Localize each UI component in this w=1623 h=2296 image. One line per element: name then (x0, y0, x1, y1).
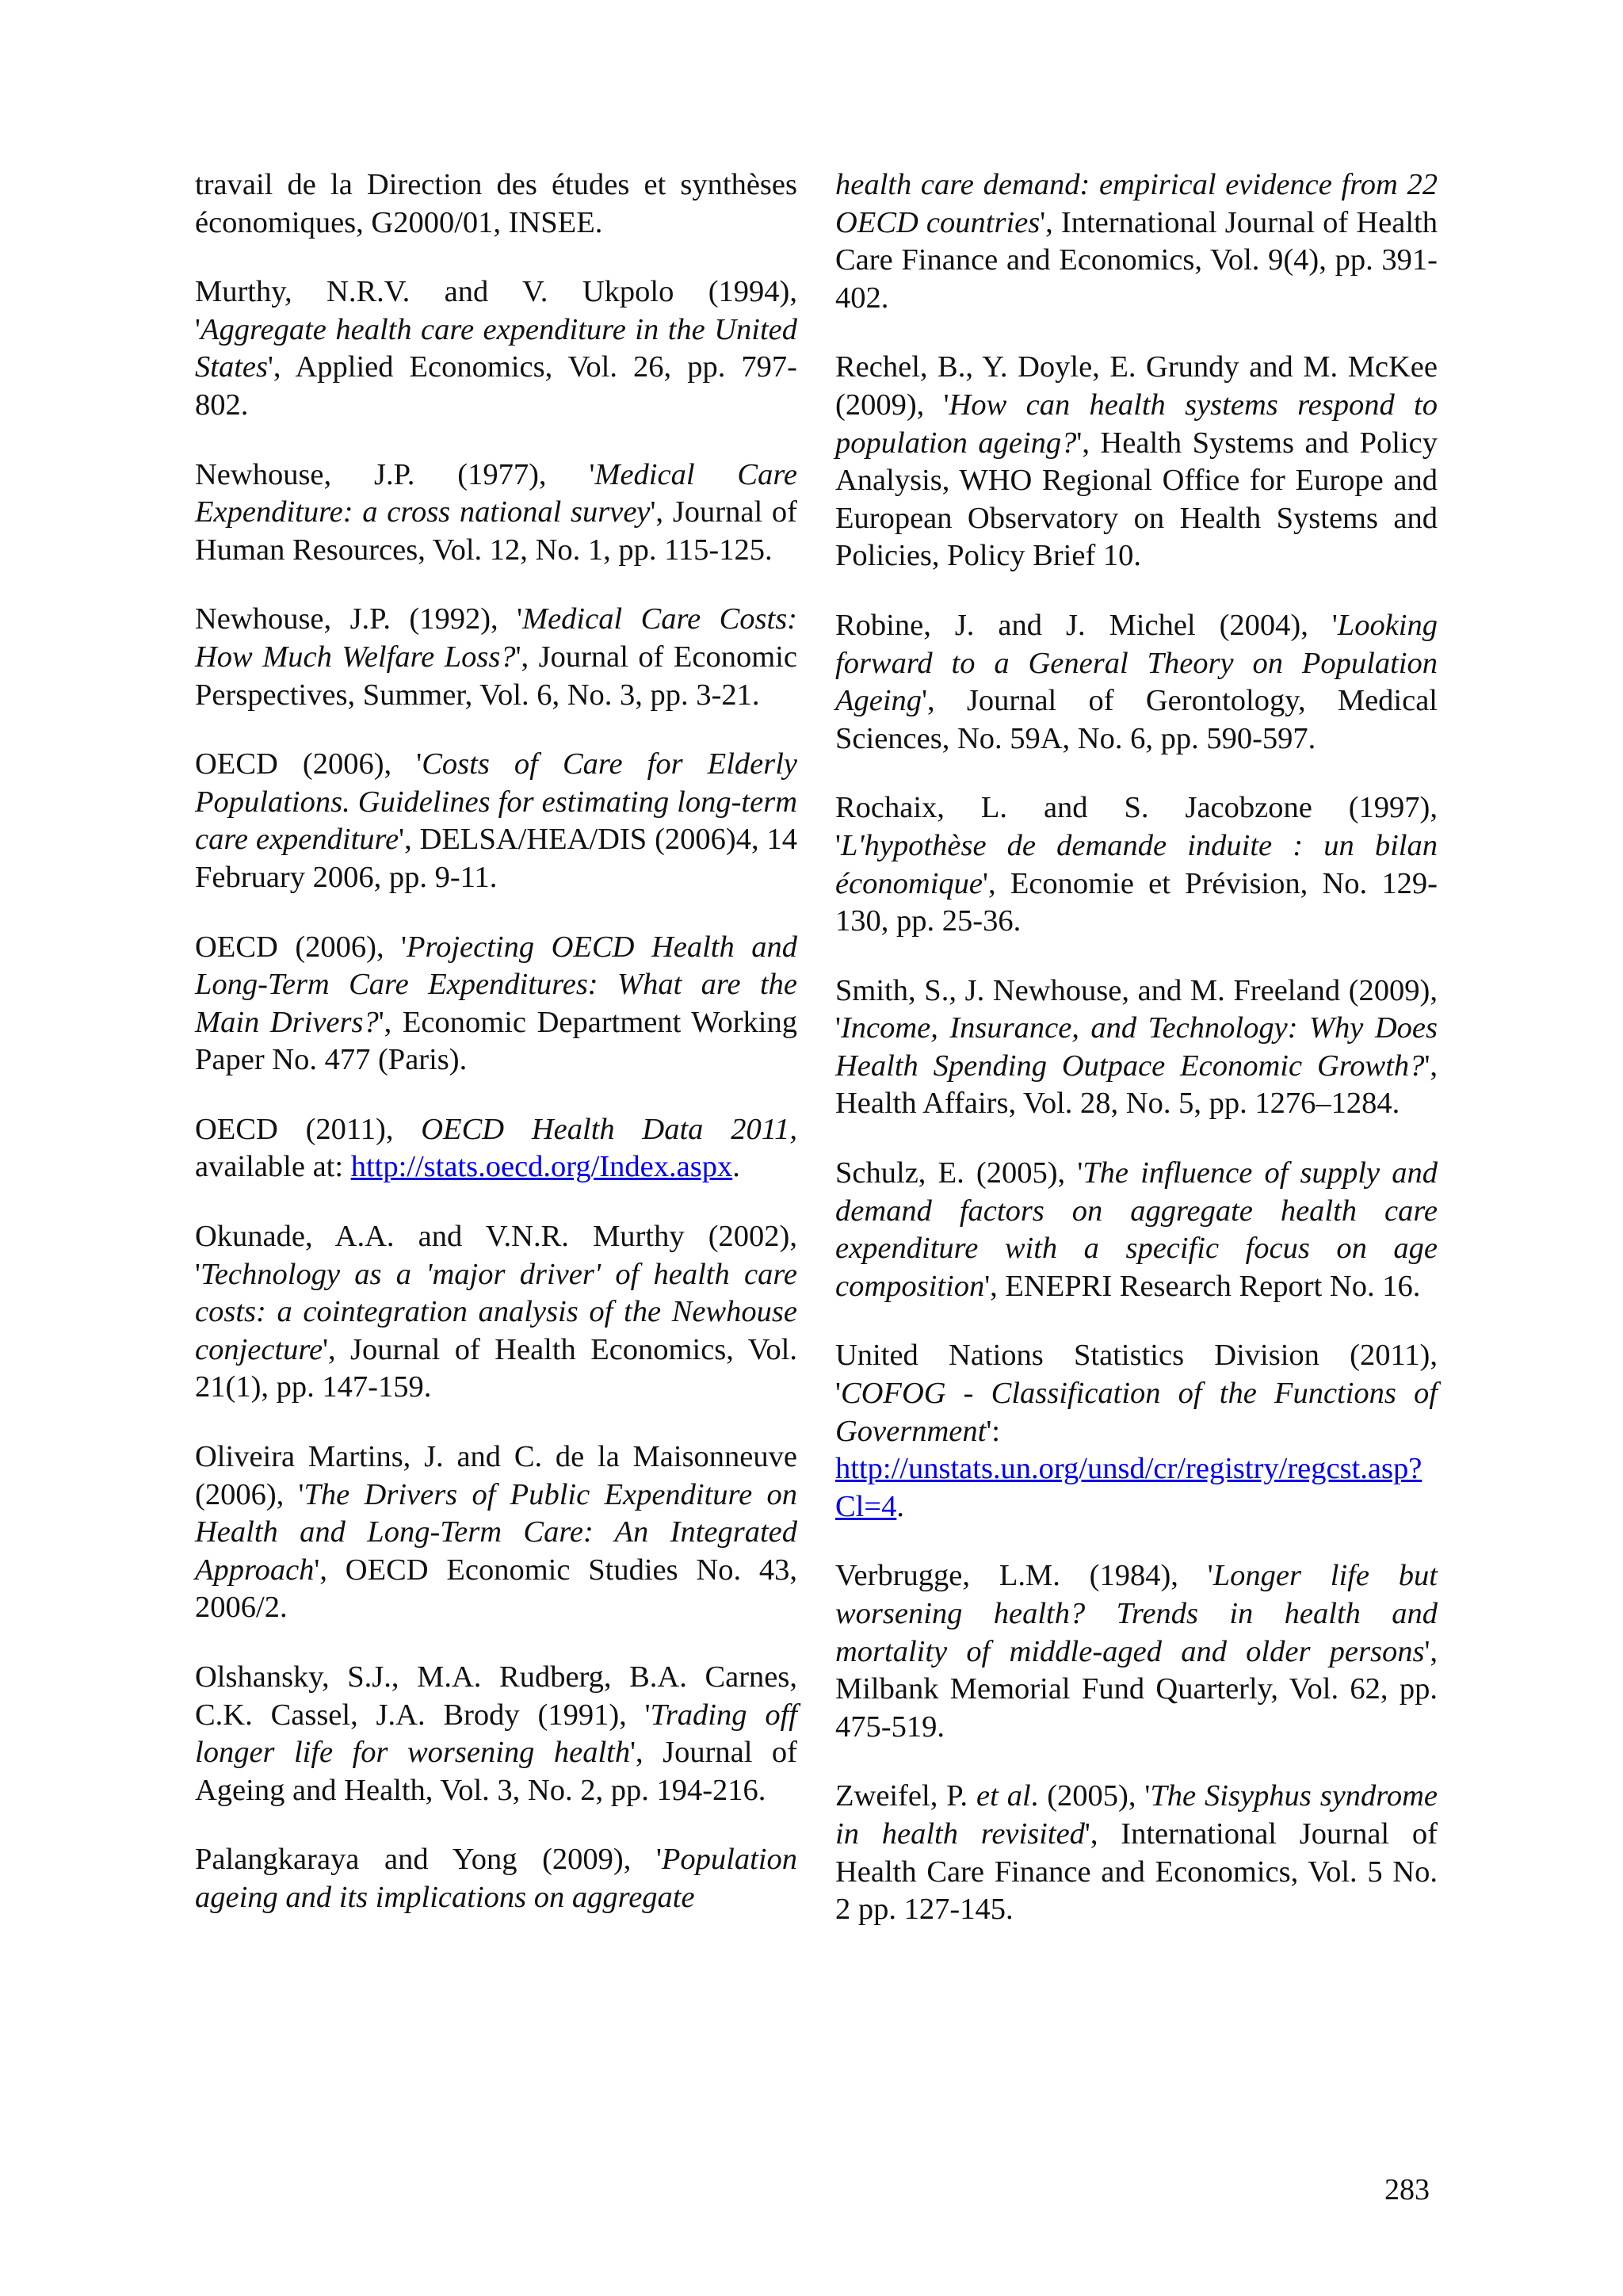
reference-entry (195, 746, 797, 896)
reference-text: Palangkaraya and Yong (2009), ' (195, 1843, 662, 1877)
reference-text: Rechel, B., Y. Doyle, E. Grundy and M. McKee (2009), ' (835, 350, 1438, 422)
reference-text: ', Health Systems and Policy Analysis, WHO Regional Office for Europe and European Observatory on Health Systems and Policies, Policy Brief 10. (835, 426, 1438, 573)
reference-text: Robine, J. and J. Michel (2004), ' (835, 608, 1338, 642)
reference-text: OECD (2011), (195, 1112, 422, 1146)
reference-entry (835, 1557, 1438, 1746)
reference-text: Verbrugge, L.M. (1984), ' (835, 1559, 1213, 1593)
reference-text: ', DELSA/HEA/DIS (2006)4, 14 February 2006, pp. 9-11. (195, 823, 798, 894)
reference-text: ', Economic Department Working Paper No. 477 (Paris). (195, 1005, 797, 1077)
reference-entry (195, 457, 797, 570)
reference-title: Aggregate health care expenditure in the United States (195, 312, 797, 384)
reference-text: Olshansky, S.J., M.A. Rudberg, B.A. Carnes, C.K. Cassel, J.A. Brody (1991), ' (195, 1660, 797, 1732)
references-left-column (195, 166, 797, 1949)
reference-text: ': (986, 1414, 1000, 1448)
reference-title: Technology as a 'major driver' of health care costs: a cointegration analysis of the Newhouse conjecture (195, 1257, 797, 1366)
reference-text: . (2005), ' (1030, 1779, 1151, 1813)
page-number: 283 (1384, 2173, 1430, 2206)
reference-title: OECD Health Data 2011, (421, 1112, 797, 1146)
reference-title: Looking forward to a General Theory on Population Ageing (835, 608, 1438, 718)
reference-text: ', Milbank Memorial Fund Quarterly, Vol. 62, pp. 475-519. (835, 1634, 1438, 1744)
reference-text: . (896, 1489, 904, 1523)
reference-title: How can health systems respond to population ageing? (835, 388, 1438, 460)
reference-title: The influence of supply and demand factors on aggregate health care expenditure with a specific focus on age composition (835, 1156, 1438, 1303)
reference-entry (835, 1155, 1438, 1305)
reference-text: OECD (2006), ' (195, 930, 407, 964)
reference-text: Murthy, N.R.V. and V. Ukpolo (1994), ' (195, 275, 797, 346)
reference-text: ', Health Affairs, Vol. 28, No. 5, pp. 1276–1284. (835, 1049, 1438, 1121)
reference-title: et al (976, 1779, 1031, 1813)
reference-entry (835, 972, 1438, 1123)
reference-text: ', Journal of Human Resources, Vol. 12, No. 1, pp. 115-125. (195, 495, 797, 567)
reference-entry (835, 349, 1438, 575)
reference-link[interactable]: http://unstats.un.org/unsd/cr/registry/regcst.asp?Cl=4 (835, 1452, 1423, 1523)
reference-title: COFOG - Classification of the Functions of Government (835, 1377, 1438, 1448)
reference-entry (195, 1659, 797, 1809)
reference-text: ', Journal of Ageing and Health, Vol. 3, No. 2, pp. 194-216. (195, 1736, 797, 1807)
reference-title: The Sisyphus syndrome in health revisited (835, 1779, 1438, 1851)
reference-title: Medical Care Expenditure: a cross national survey (195, 457, 797, 529)
reference-title: Population ageing and its implications on aggregate (195, 1843, 797, 1914)
reference-entry (195, 1841, 797, 1916)
reference-title: The Drivers of Public Expenditure on Health and Long-Term Care: An Integrated Approach (195, 1477, 797, 1587)
reference-text: ', International Journal of Health Care Finance and Economics, Vol. 5 No. 2 pp. 127-145. (835, 1817, 1438, 1927)
reference-text: travail de la Direction des études et synthèses économiques, G2000/01, INSEE. (195, 168, 797, 239)
reference-text: Rochaix, L. and S. Jacobzone (1997), ' (835, 791, 1438, 862)
reference-text: Oliveira Martins, J. and C. de la Maisonneuve (2006), ' (195, 1440, 797, 1511)
reference-text: ', OECD Economic Studies No. 43, 2006/2. (195, 1553, 797, 1625)
reference-entry (195, 1438, 797, 1627)
reference-text: Smith, S., J. Newhouse, and M. Freeland (2009), ' (835, 973, 1438, 1045)
reference-text: United Nations Statistics Division (2011), ' (835, 1339, 1438, 1411)
reference-text: Zweifel, P. (835, 1779, 976, 1813)
reference-text: Newhouse, J.P. (1992), ' (195, 602, 523, 636)
references-right-column (835, 166, 1438, 1961)
reference-entry (835, 1337, 1438, 1526)
reference-entry (835, 607, 1438, 758)
reference-title: Costs of Care for Elderly Populations. Guidelines for estimating long-term care expenditure (195, 747, 797, 857)
reference-text: ', ENEPRI Research Report No. 16. (984, 1269, 1421, 1303)
reference-title: L'hypothèse de demande induite : un bilan économique (835, 828, 1438, 900)
reference-text: ', Applied Economics, Vol. 26, pp. 797-802. (195, 350, 797, 422)
reference-entry (195, 1111, 797, 1186)
reference-entry (195, 166, 797, 242)
reference-entry (195, 601, 797, 714)
reference-entry (195, 273, 797, 424)
reference-text: Okunade, A.A. and V.N.R. Murthy (2002), ' (195, 1220, 797, 1291)
reference-title: Longer life but worsening health? Trends in health and mortality of middle-aged and older persons (835, 1559, 1438, 1668)
reference-text: ', Journal of Gerontology, Medical Sciences, No. 59A, No. 6, pp. 590-597. (835, 684, 1438, 755)
reference-title: Projecting OECD Health and Long-Term Care Expenditures: What are the Main Drivers? (195, 930, 797, 1039)
reference-text: . (732, 1150, 740, 1184)
reference-title: Trading off longer life for worsening health (195, 1698, 797, 1770)
reference-text: ', International Journal of Health Care Finance and Economics, Vol. 9(4), pp. 391-402. (835, 205, 1438, 315)
reference-entry (835, 789, 1438, 940)
reference-entry (835, 1778, 1438, 1928)
reference-text: ', Economie et Prévision, No. 129-130, pp. 25-36. (835, 866, 1438, 938)
reference-text: ', Journal of Economic Perspectives, Summer, Vol. 6, No. 3, pp. 3-21. (195, 640, 797, 712)
reference-entry (835, 166, 1438, 317)
reference-title: Income, Insurance, and Technology: Why Does Health Spending Outpace Economic Growth? (835, 1011, 1438, 1083)
reference-text: ', Journal of Health Economics, Vol. 21(1), pp. 147-159. (195, 1332, 797, 1404)
reference-text: OECD (2006), ' (195, 747, 422, 781)
reference-link[interactable]: http://stats.oecd.org/Index.aspx (350, 1150, 733, 1184)
reference-text: Schulz, E. (2005), ' (835, 1156, 1083, 1190)
reference-title: Medical Care Costs: How Much Welfare Loss? (195, 602, 797, 674)
reference-text: available at: (195, 1150, 351, 1184)
reference-text: Newhouse, J.P. (1977), ' (195, 457, 595, 491)
reference-title: health care demand: empirical evidence from 22 OECD countries (835, 168, 1438, 239)
reference-entry (195, 1218, 797, 1407)
reference-entry (195, 929, 797, 1079)
